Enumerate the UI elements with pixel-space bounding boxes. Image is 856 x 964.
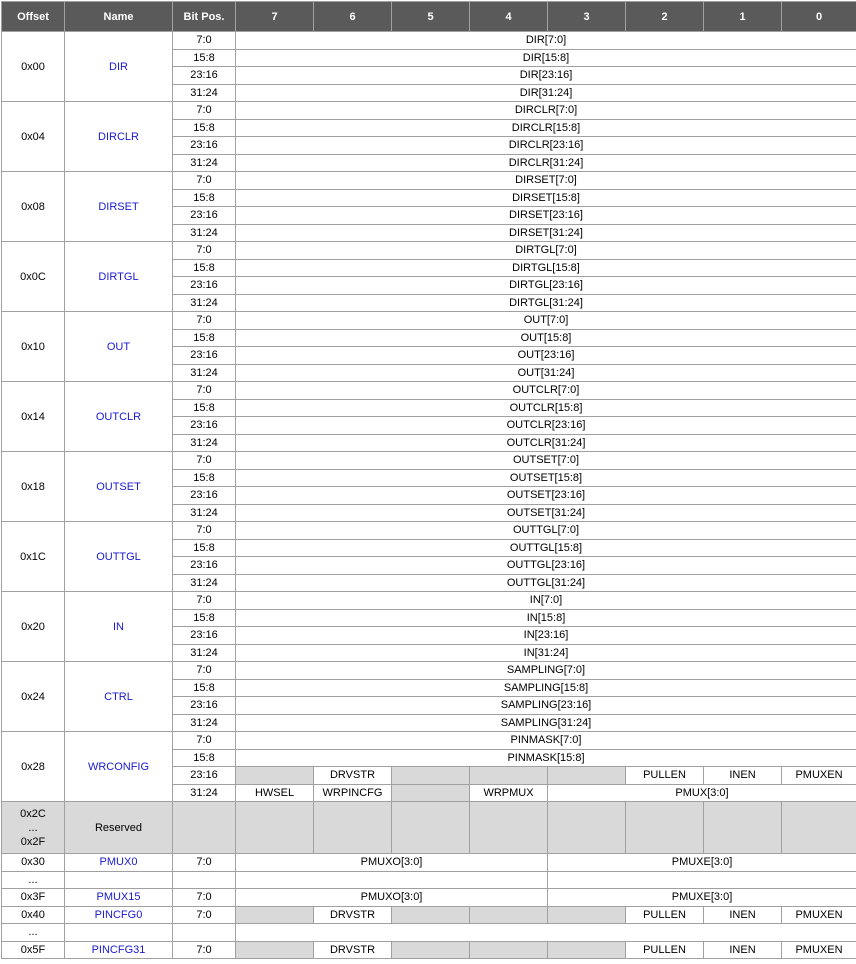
empty-cell [65,871,173,889]
register-row [2,382,856,400]
register-field: OUTCLR[31:24] [236,434,856,452]
bit-pos: 31:24 [173,574,236,592]
field-pullen: PULLEN [626,906,704,924]
bit-pos: 7:0 [173,854,236,872]
header-bit-3: 3 [548,2,626,32]
reserved-cell [173,802,236,854]
bit-pos: 7:0 [173,522,236,540]
register-offset: 0x28 [2,732,65,802]
bit-pos: 15:8 [173,189,236,207]
register-link[interactable]: OUTSET [96,481,141,493]
header-bit-7: 7 [236,2,314,32]
field-pmuxo: PMUXO[3:0] [236,854,548,872]
register-field: DIR[23:16] [236,67,856,85]
bit-pos: 31:24 [173,434,236,452]
register-field: DIRCLR[7:0] [236,102,856,120]
register-field: OUTCLR[15:8] [236,399,856,417]
register-offset: 0x10 [2,312,65,382]
field-pinmask-0: PINMASK[7:0] [236,732,856,750]
bit-pos: 7:0 [173,732,236,750]
register-field: OUT[15:8] [236,329,856,347]
bit-pos: 15:8 [173,119,236,137]
bit-pos: 15:8 [173,259,236,277]
register-offset: 0x5F [2,941,65,959]
register-name [65,452,173,522]
empty-cell [173,924,236,942]
bit-pos: 31:24 [173,644,236,662]
register-field: DIRTGL[7:0] [236,242,856,260]
bit-pos: 23:16 [173,487,236,505]
reserved-cell [470,802,548,854]
register-name [65,242,173,312]
pmux0-row [2,854,856,872]
reserved-cell [548,802,626,854]
header-bit-2: 2 [626,2,704,32]
bit-pos: 7:0 [173,242,236,260]
register-field: OUTSET[31:24] [236,504,856,522]
empty-cell [236,871,548,889]
field-inen: INEN [704,906,782,924]
register-offset: 0x3F [2,889,65,907]
register-link[interactable]: DIR [109,61,128,73]
register-field: DIRTGL[23:16] [236,277,856,295]
field-drvstr: DRVSTR [314,767,392,785]
bit-pos: 7:0 [173,172,236,190]
pincfg0-row [2,906,856,924]
register-row [2,662,856,680]
bit-pos: 23:16 [173,627,236,645]
field-pmuxe: PMUXE[3:0] [548,889,856,907]
register-field: DIRSET[7:0] [236,172,856,190]
register-offset: 0x08 [2,172,65,242]
register-field: DIRCLR[31:24] [236,154,856,172]
ellipsis: ... [2,871,65,889]
bit-pos: 23:16 [173,697,236,715]
register-field: OUT[31:24] [236,364,856,382]
reserved-bit [548,941,626,959]
register-field: OUTTGL[23:16] [236,557,856,575]
header-offset: Offset [2,2,65,32]
bit-pos: 31:24 [173,154,236,172]
register-field: DIRSET[15:8] [236,189,856,207]
header-row [2,2,856,32]
register-offset: 0x20 [2,592,65,662]
register-name [65,522,173,592]
register-field: SAMPLING[7:0] [236,662,856,680]
reserved-cell [392,802,470,854]
empty-cell [236,924,856,942]
register-field: OUT[23:16] [236,347,856,365]
register-offset: 0x40 [2,906,65,924]
register-name [65,312,173,382]
register-link-pincfg31[interactable]: PINCFG31 [92,944,146,956]
register-field: OUTCLR[7:0] [236,382,856,400]
register-link[interactable]: OUT [107,341,130,353]
register-link[interactable]: DIRCLR [98,131,139,143]
bit-pos: 7:0 [173,662,236,680]
register-field: OUTTGL[31:24] [236,574,856,592]
bit-pos: 23:16 [173,207,236,225]
register-field: SAMPLING[15:8] [236,679,856,697]
reserved-bit [470,767,548,785]
register-field: DIRTGL[15:8] [236,259,856,277]
bit-pos: 15:8 [173,679,236,697]
register-link-pmux0[interactable]: PMUX0 [100,856,138,868]
register-row [2,172,856,190]
field-drvstr: DRVSTR [314,941,392,959]
header-name: Name [65,2,173,32]
bit-pos: 15:8 [173,49,236,67]
register-offset: 0x24 [2,662,65,732]
pincfg31-row [2,941,856,959]
register-offset: 0x00 [2,32,65,102]
register-row [2,592,856,610]
empty-cell [173,871,236,889]
register-row [2,312,856,330]
field-pmuxen: PMUXEN [782,767,856,785]
bit-pos: 31:24 [173,224,236,242]
header-bit-1: 1 [704,2,782,32]
bit-pos: 15:8 [173,399,236,417]
reserved-row [2,802,856,854]
bit-pos: 31:24 [173,784,236,802]
register-field: IN[7:0] [236,592,856,610]
register-name [65,732,173,802]
register-row [2,32,856,50]
bit-pos: 7:0 [173,102,236,120]
bit-pos: 31:24 [173,714,236,732]
register-offset: 0x0C [2,242,65,312]
bit-pos: 31:24 [173,294,236,312]
bit-pos: 7:0 [173,906,236,924]
register-field: OUTTGL[7:0] [236,522,856,540]
reserved-cell [236,802,314,854]
field-inen: INEN [704,941,782,959]
header-bit-pos: Bit Pos. [173,2,236,32]
register-link[interactable]: CTRL [104,691,133,703]
register-name [65,889,173,907]
register-offset: 0x04 [2,102,65,172]
register-link[interactable]: IN [113,621,124,633]
field-pullen: PULLEN [626,941,704,959]
register-name [65,382,173,452]
bit-pos: 15:8 [173,539,236,557]
bit-pos: 7:0 [173,941,236,959]
reserved-bit [548,767,626,785]
reserved-bit [392,941,470,959]
field-inen: INEN [704,767,782,785]
reserved-bit [470,906,548,924]
empty-cell [548,871,856,889]
wrconfig-row-byte0 [2,732,856,750]
reserved-bit [236,767,314,785]
bit-pos: 15:8 [173,469,236,487]
register-offset: 0x1C [2,522,65,592]
register-field: OUT[7:0] [236,312,856,330]
pincfg-dots-row [2,924,856,942]
register-link[interactable]: DIRTGL [98,271,138,283]
register-row [2,522,856,540]
field-wrpincfg: WRPINCFG [314,784,392,802]
bit-pos: 7:0 [173,452,236,470]
register-link[interactable]: OUTTGL [96,551,141,563]
bit-pos: 31:24 [173,364,236,382]
register-name [65,102,173,172]
bit-pos: 23:16 [173,767,236,785]
register-field: OUTSET[7:0] [236,452,856,470]
register-field: DIRSET[23:16] [236,207,856,225]
register-field: OUTCLR[23:16] [236,417,856,435]
register-name [65,662,173,732]
bit-pos: 23:16 [173,277,236,295]
reserved-offset-end: 0x2F [2,835,64,849]
register-name [65,592,173,662]
register-field: DIRCLR[15:8] [236,119,856,137]
pmux15-row [2,889,856,907]
register-field: IN[31:24] [236,644,856,662]
bit-pos: 7:0 [173,32,236,50]
register-link[interactable]: DIRSET [98,201,138,213]
register-name [65,172,173,242]
register-field: OUTSET[23:16] [236,487,856,505]
pmux-dots-row [2,871,856,889]
register-link-pincfg0[interactable]: PINCFG0 [95,909,143,921]
bit-pos: 23:16 [173,557,236,575]
register-field: DIRSET[31:24] [236,224,856,242]
header-bit-5: 5 [392,2,470,32]
field-pmuxen: PMUXEN [782,906,856,924]
reserved-bit [470,941,548,959]
reserved-name: Reserved [65,802,173,854]
reserved-cell [626,802,704,854]
register-field: DIR[31:24] [236,84,856,102]
field-pinmask-1: PINMASK[15:8] [236,749,856,767]
register-summary-table [1,1,856,959]
bit-pos: 31:24 [173,84,236,102]
register-field: DIRTGL[31:24] [236,294,856,312]
register-row [2,452,856,470]
register-name [65,854,173,872]
reserved-bit [236,906,314,924]
register-field: OUTSET[15:8] [236,469,856,487]
bit-pos: 23:16 [173,347,236,365]
field-pmuxe: PMUXE[3:0] [548,854,856,872]
field-hwsel: HWSEL [236,784,314,802]
register-row [2,242,856,260]
empty-cell [65,924,173,942]
field-drvstr: DRVSTR [314,906,392,924]
reserved-cell [782,802,856,854]
bit-pos: 15:8 [173,609,236,627]
bit-pos: 7:0 [173,382,236,400]
reserved-bit [548,906,626,924]
reserved-offset-start: 0x2C [2,807,64,821]
bit-pos: 15:8 [173,749,236,767]
register-name [65,906,173,924]
register-link-wrconfig[interactable]: WRCONFIG [88,761,149,773]
register-field: IN[23:16] [236,627,856,645]
field-pmuxo: PMUXO[3:0] [236,889,548,907]
register-field: DIRCLR[23:16] [236,137,856,155]
reserved-bit [392,784,470,802]
register-field: DIR[7:0] [236,32,856,50]
register-offset: 0x14 [2,382,65,452]
register-field: DIR[15:8] [236,49,856,67]
register-name [65,32,173,102]
register-field: OUTTGL[15:8] [236,539,856,557]
bit-pos: 23:16 [173,67,236,85]
reserved-bit [392,767,470,785]
bit-pos: 7:0 [173,592,236,610]
register-field: IN[15:8] [236,609,856,627]
field-pmuxen: PMUXEN [782,941,856,959]
header-bit-4: 4 [470,2,548,32]
field-wrpmux: WRPMUX [470,784,548,802]
register-link-pmux15[interactable]: PMUX15 [96,891,140,903]
register-offset: 0x30 [2,854,65,872]
register-link[interactable]: OUTCLR [96,411,141,423]
bit-pos: 23:16 [173,417,236,435]
bit-pos: 23:16 [173,137,236,155]
register-field: SAMPLING[23:16] [236,697,856,715]
ellipsis: ... [2,924,65,942]
reserved-offset-dots: ... [2,821,64,835]
bit-pos: 7:0 [173,312,236,330]
reserved-cell [704,802,782,854]
field-pullen: PULLEN [626,767,704,785]
bit-pos: 7:0 [173,889,236,907]
register-name [65,941,173,959]
register-offset: 0x18 [2,452,65,522]
reserved-offset [2,802,65,854]
header-bit-0: 0 [782,2,856,32]
reserved-cell [314,802,392,854]
reserved-bit [236,941,314,959]
bit-pos: 31:24 [173,504,236,522]
register-row [2,102,856,120]
bit-pos: 15:8 [173,329,236,347]
register-field: SAMPLING[31:24] [236,714,856,732]
reserved-bit [392,906,470,924]
field-pmux: PMUX[3:0] [548,784,856,802]
header-bit-6: 6 [314,2,392,32]
